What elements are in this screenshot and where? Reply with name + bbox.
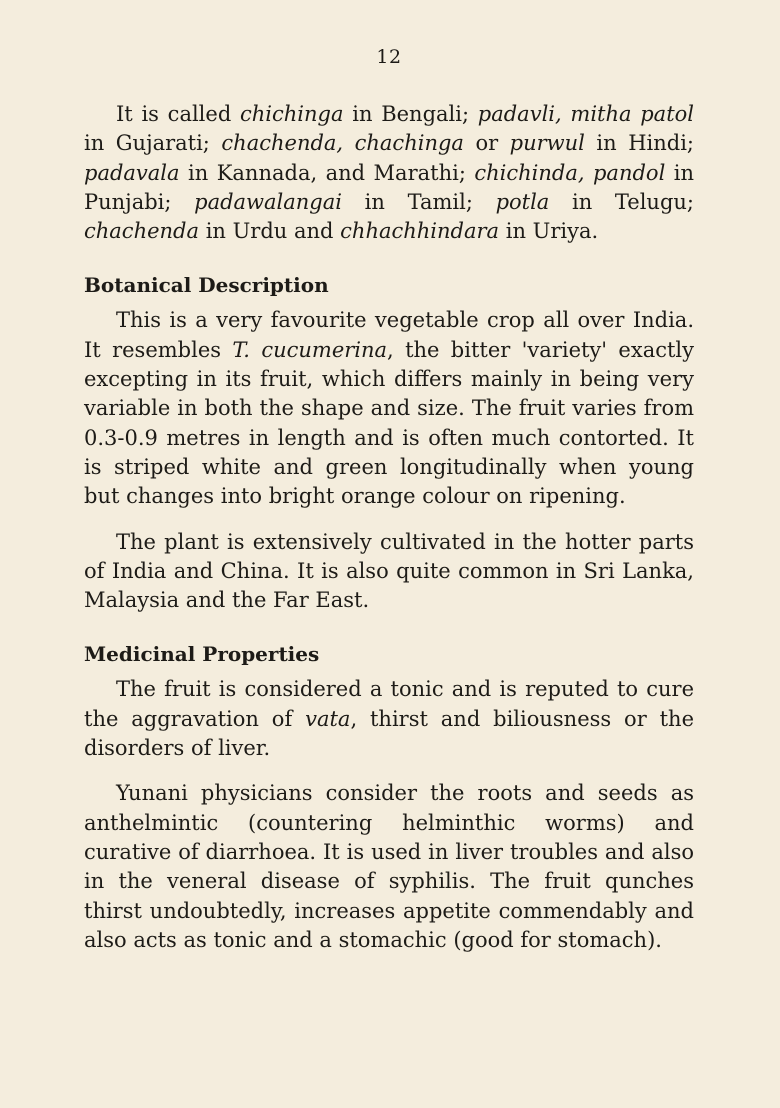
text-run: in Urdu and: [199, 219, 341, 244]
medicinal-paragraph-1: [84, 675, 694, 763]
text-run: in Uriya.: [499, 219, 599, 244]
text-run: in Tamil;: [342, 189, 496, 214]
text-run: The fruit is considered a tonic and is reputed to cure the aggravation of: [84, 677, 694, 731]
text-run: or: [463, 131, 510, 156]
text-run: in Kannada, and Marathi;: [179, 160, 475, 185]
text-run: in Punjabi;: [84, 160, 695, 214]
page-number: 12: [376, 46, 402, 68]
text-run: in Hindi;: [584, 131, 694, 156]
text-run: in Bengali;: [343, 102, 478, 126]
medicinal-paragraph-2: Yunani physicians consider the roots and seeds as anthelmintic (countering helminthic worms) and curative of diarrhoea. It is used in liver troubles and also in the veneral disease of syphilis. The fruit qunches thirst undoubtedly, increases appetite commendably and also acts as tonic and a stomachic (good for stomach).: [84, 781, 694, 952]
ayurvedic-term: vata: [305, 706, 351, 731]
section-heading-botanical: Botanical Description: [84, 273, 329, 298]
name-tamil: padawalangai: [194, 189, 342, 214]
botanical-paragraph-1: [84, 306, 694, 511]
section-heading-medicinal: Medicinal Properties: [84, 642, 320, 667]
text-run: , thirst and biliousness or the disorders of liver.: [84, 706, 694, 761]
name-punjabi: chichinda, pandol: [474, 160, 666, 185]
botanical-paragraph-2: The plant is extensively cultivated in the hotter parts of India and China. It is also quite common in Sri Lanka, Malaysia and the Far East.: [84, 529, 694, 613]
name-hindi-alt: purwul: [509, 131, 585, 156]
text-run: in Telugu;: [549, 189, 694, 214]
name-kannada: padavala: [84, 160, 180, 185]
species-name: T. cucumerina: [232, 337, 388, 362]
name-gujarati: padavli, mitha patol: [477, 102, 695, 126]
regional-names-paragraph: [84, 100, 694, 246]
name-hindi: chachenda, chachinga: [221, 131, 464, 156]
text-run: This is a very favourite vegetable crop all over India. It resembles: [84, 308, 694, 362]
name-telugu: potla: [495, 189, 550, 214]
text-run: , the bitter 'variety' exactly excepting in its fruit, which differs mainly in being very variable in both the shape and size. The fruit varies from 0.3-0.9 metres in length and is often much contorted. It is striped white and green longitudinally when young but changes into bright orange colour on ripening.: [84, 337, 694, 509]
text-run: It is called: [116, 102, 240, 126]
name-bengali: chichinga: [240, 102, 344, 126]
name-uriya: chhachhindara: [340, 219, 500, 244]
text-run: in Gujarati;: [84, 131, 222, 156]
name-urdu: chachenda: [84, 219, 200, 244]
